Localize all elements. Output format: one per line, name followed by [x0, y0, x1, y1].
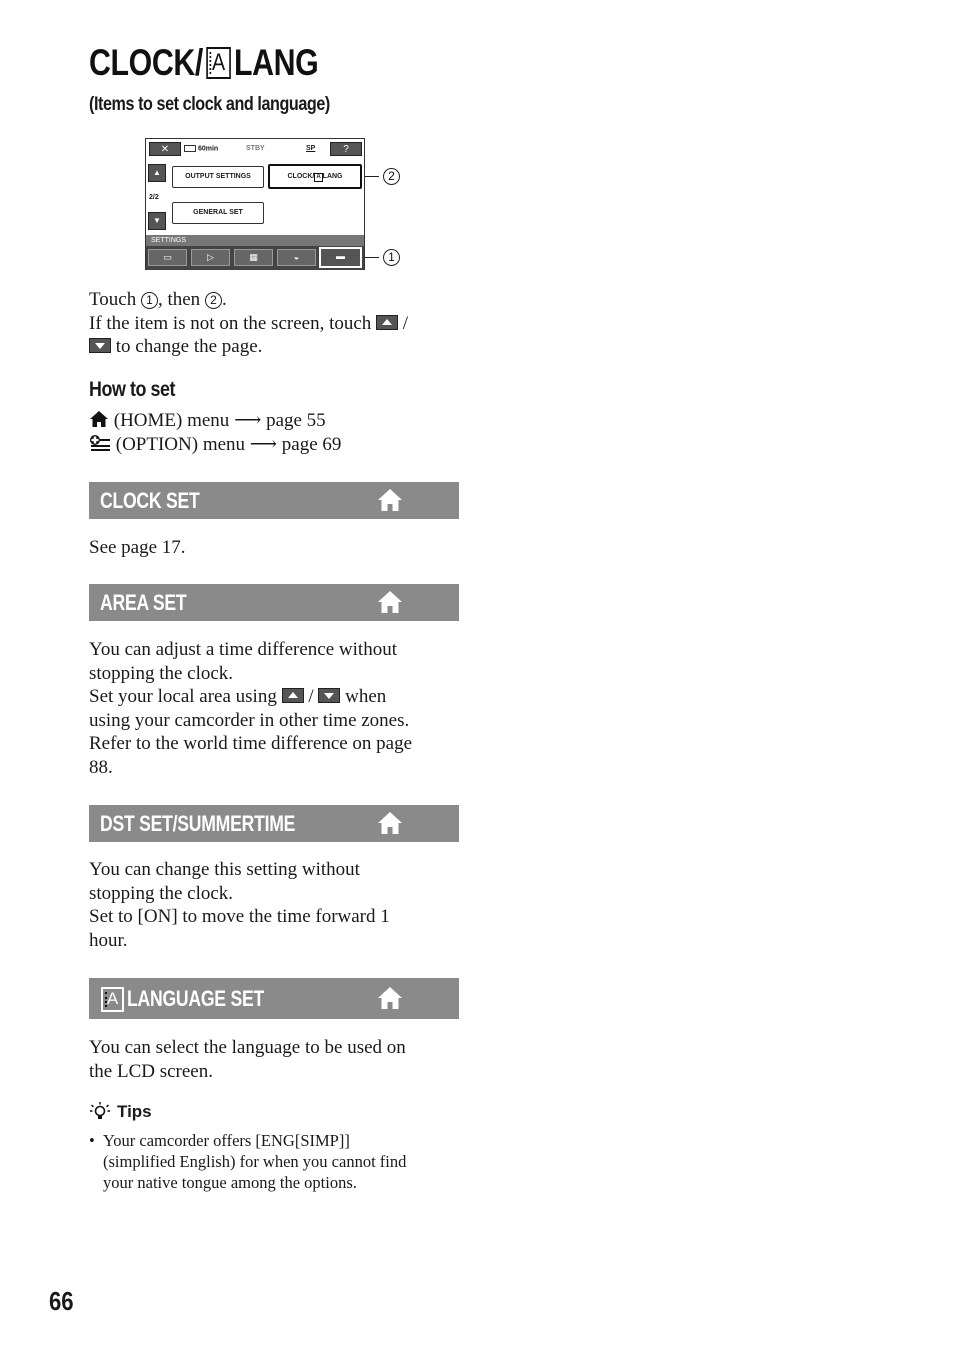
battery-indicator: 60min: [184, 145, 218, 152]
language-icon-small: A: [316, 174, 321, 180]
tab-settings-toolbox: ▬: [319, 247, 362, 268]
section-title: LANGUAGE SET: [127, 986, 264, 1011]
callout-2: 2: [383, 168, 400, 185]
tab-list: ▦: [234, 249, 273, 266]
tips-list: [89, 1130, 459, 1193]
lcd-screen-illustration: [145, 138, 365, 270]
tab-camera: ▭: [148, 249, 187, 266]
home-icon: [89, 410, 109, 428]
intro-text: Touch 1 , then 2 . If the item is not on the screen, touch / to change the page.: [89, 289, 409, 357]
category-tabs: [146, 246, 364, 270]
option-icon: [89, 434, 111, 452]
callout-line-1: [365, 257, 379, 258]
circle-2: 2: [205, 292, 222, 309]
section-title: DST SET/SUMMERTIME: [100, 811, 296, 836]
down-arrow-icon: [89, 338, 111, 353]
section-title: CLOCK SET: [100, 488, 200, 513]
battery-icon: [184, 145, 196, 152]
callout-1: 1: [383, 249, 400, 266]
output-settings-button: OUTPUT SETTINGS: [172, 166, 264, 188]
page-up-button: ▲: [148, 164, 166, 182]
title-part1: CLOCK/: [89, 42, 203, 83]
page-title: [89, 42, 318, 84]
how-to-set-list: (HOME) menu ⟶ page 55 (OPTION) menu ⟶ page 69: [89, 409, 459, 456]
list-item: • Your camcorder offers [ENG[SIMP]] (simplified English) for when you cannot find your native tongue among the options.: [89, 1131, 407, 1192]
recording-mode: SP: [306, 145, 316, 152]
section-header-area-set: [89, 584, 459, 621]
page-indicator: 2/2: [149, 194, 159, 201]
close-button: ✕: [149, 142, 181, 156]
page-number: 66: [49, 1286, 74, 1316]
home-icon: [377, 811, 403, 835]
up-arrow-icon: [282, 688, 304, 703]
circle-1: 1: [141, 292, 158, 309]
section-title: AREA SET: [100, 590, 187, 615]
language-set-text: You can select the language to be used on the LCD screen.: [89, 1037, 406, 1082]
clock-lang-button: CLOCK/ A LANG: [268, 164, 362, 189]
status-text: STBY: [246, 145, 265, 152]
tab-playback: ▷: [191, 249, 230, 266]
help-button: ?: [330, 142, 362, 156]
how-to-set-heading: How to set: [89, 378, 175, 401]
up-arrow-icon: [376, 315, 398, 330]
home-icon: [377, 590, 403, 614]
callout-line-2: [365, 176, 379, 177]
arrow-right-icon: ⟶: [249, 433, 278, 455]
home-icon: [377, 986, 403, 1010]
tab-disc: ◒: [277, 249, 316, 266]
section-header-clock-set: [89, 482, 459, 519]
settings-bar: SETTINGS: [146, 235, 364, 246]
title-part2: LANG: [233, 42, 319, 83]
page-subtitle: (Items to set clock and language): [89, 94, 330, 115]
section-header-dst-set: [89, 805, 459, 842]
clock-set-text: See page 17.: [89, 537, 186, 558]
tips-heading: Tips: [89, 1101, 152, 1123]
arrow-right-icon: ⟶: [234, 410, 262, 431]
lightbulb-icon: [89, 1101, 111, 1123]
general-set-button: GENERAL SET: [172, 202, 264, 224]
language-icon: A: [206, 47, 231, 79]
down-arrow-icon: [318, 688, 340, 703]
area-set-text: You can adjust a time difference without stopping the clock. Set your local area using / when using your camcorder in other time zones. Refer to the world time difference on page 88.: [89, 639, 413, 778]
page-down-button: ▼: [148, 212, 166, 230]
dst-set-text: You can change this setting without stopping the clock. Set to [ON] to move the time forward 1 hour.: [89, 859, 390, 951]
section-header-language-set: [89, 978, 459, 1019]
language-icon: A: [101, 987, 124, 1012]
home-icon: [377, 488, 403, 512]
